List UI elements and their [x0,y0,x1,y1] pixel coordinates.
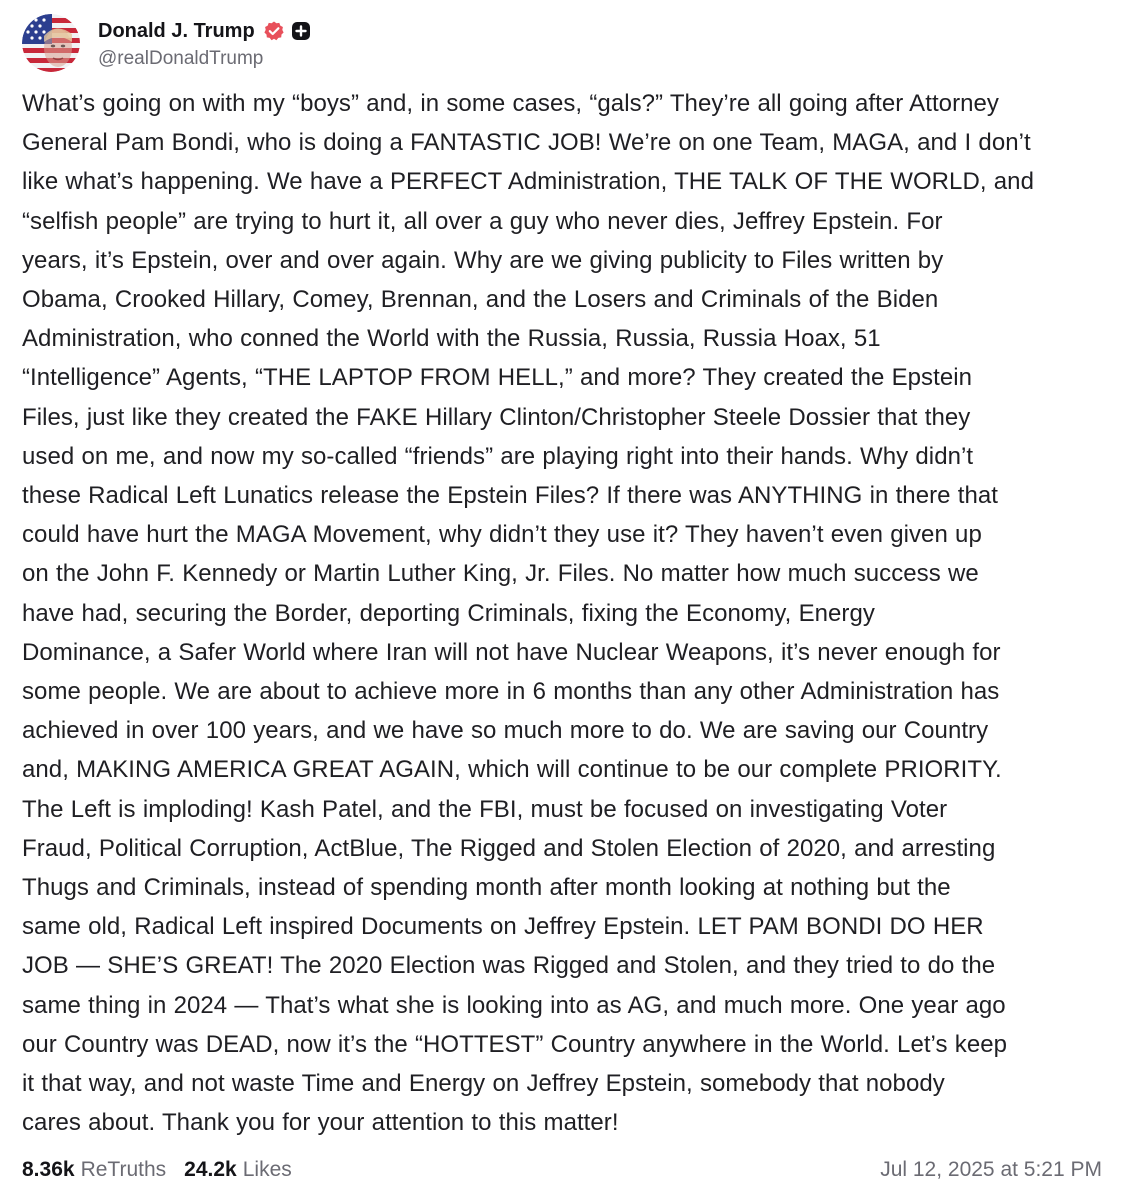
plus-square-icon[interactable] [291,21,311,41]
post-text-line: JOB — SHE’S GREAT! The 2020 Election was Rigged and Stolen, and they tried to do the [22,952,996,980]
post-text-line: same old, Radical Left inspired Documents on Jeffrey Epstein. LET PAM BONDI DO HER [22,913,984,941]
post-text-line: Thugs and Criminals, instead of spending month after month looking at nothing but the [22,874,951,902]
likes-count: 24.2k [184,1158,237,1181]
post-text-line: Fraud, Political Corruption, ActBlue, The Rigged and Stolen Election of 2020, and arresting [22,834,996,862]
likes-stat[interactable] [184,1158,292,1182]
post-text-line: “Intelligence” Agents, “THE LAPTOP FROM HELL,” and more? They created the Epstein [22,364,972,392]
author-identity [98,16,311,70]
verified-badge-icon [263,20,285,42]
post-text-line: Obama, Crooked Hillary, Comey, Brennan, and the Losers and Criminals of the Biden [22,286,939,314]
flag-face-avatar-icon [22,14,80,72]
post-text-line: years, it’s Epstein, over and over again. Why are we giving publicity to Files written by [22,246,944,274]
post-text-line: some people. We are about to achieve more in 6 months than any other Administration has [22,678,1000,706]
post-text-line: The Left is imploding! Kash Patel, and the FBI, must be focused on investigating Voter [22,795,948,823]
post-text-line: Dominance, a Safer World where Iran will not have Nuclear Weapons, it’s never enough for [22,638,1001,666]
retruths-stat[interactable] [22,1158,166,1182]
post-text-line: on the John F. Kennedy or Martin Luther King, Jr. Files. No matter how much success we [22,560,979,588]
post-text-line: What’s going on with my “boys” and, in some cases, “gals?” They’re all going after Attorney [22,90,999,117]
post-text-line: same thing in 2024 — That’s what she is looking into as AG, and much more. One year ago [22,991,1006,1019]
post-text-line: it that way, and not waste Time and Energy on Jeffrey Epstein, somebody that nobody [22,1070,945,1098]
post-text-line: “selfish people” are trying to hurt it, all over a guy who never dies, Jeffrey Epstein. For [22,207,943,235]
post-text-line: cares about. Thank you for your attention to this matter! [22,1109,619,1137]
post-footer [22,1150,1102,1190]
author-handle[interactable]: @realDonaldTrump [98,48,264,69]
post-text-line: these Radical Left Lunatics release the Epstein Files? If there was ANYTHING in there that [22,482,998,510]
post-text-line: and, MAKING AMERICA GREAT AGAIN, which will continue to be our complete PRIORITY. [22,756,1002,784]
retruths-label: ReTruths [80,1158,167,1181]
retruths-count: 8.36k [22,1158,75,1181]
author-display-name[interactable]: Donald J. Trump [98,19,255,42]
post-text [22,84,1106,1142]
avatar[interactable] [22,14,80,72]
post-text-line: have had, securing the Border, deporting Criminals, fixing the Economy, Energy [22,599,875,627]
post-text-line: could have hurt the MAGA Movement, why didn’t they use it? They haven’t even given up [22,521,982,549]
post-timestamp[interactable]: Jul 12, 2025 at 5:21 PM [880,1158,1102,1181]
post-text-line: Administration, who conned the World with the Russia, Russia, Russia Hoax, 51 [22,325,881,353]
post-text-line: used on me, and now my so-called “friends” are playing right into their hands. Why didn’t [22,442,974,470]
post-text-line: General Pam Bondi, who is doing a FANTASTIC JOB! We’re on one Team, MAGA, and I don’t [22,129,1031,157]
post-text-line: our Country was DEAD, now it’s the “HOTTEST” Country anywhere in the World. Let’s keep [22,1030,1008,1058]
post-header [22,14,311,72]
likes-label: Likes [242,1158,292,1181]
post-text-line: Files, just like they created the FAKE Hillary Clinton/Christopher Steele Dossier that they [22,403,971,431]
post-text-line: like what’s happening. We have a PERFECT Administration, THE TALK OF THE WORLD, and [22,168,1034,196]
post-text-line: achieved in over 100 years, and we have so much more to do. We are saving our Country [22,717,989,745]
author-name-row [98,16,311,46]
